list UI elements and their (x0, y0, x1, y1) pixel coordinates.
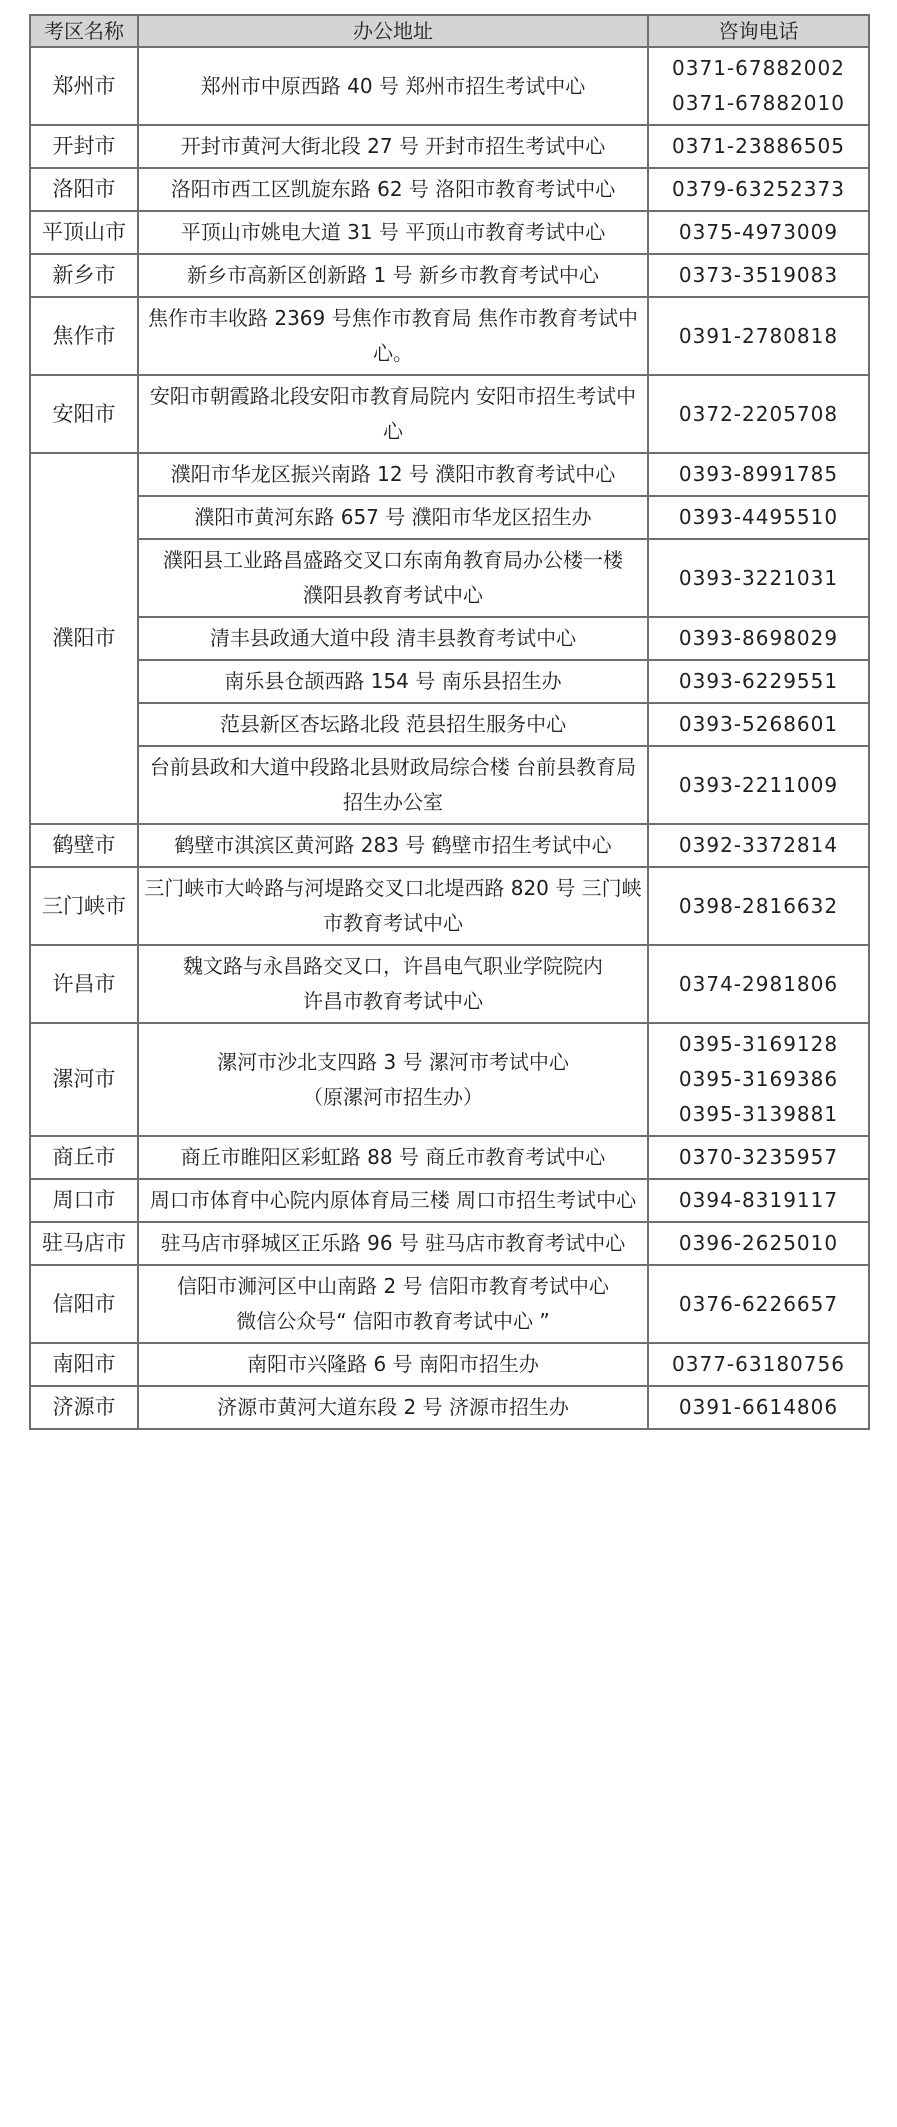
address-cell (138, 617, 648, 660)
table-row (30, 1265, 869, 1343)
phone-cell (648, 1343, 869, 1386)
header-row (30, 15, 869, 47)
table-row (30, 660, 869, 703)
phone-number: 0371-23886505 (672, 134, 845, 158)
address-cell (138, 1179, 648, 1222)
table-row (30, 617, 869, 660)
address-cell (138, 1136, 648, 1179)
header-region: 考区名称 (30, 15, 138, 47)
table-row (30, 211, 869, 254)
address-cell (138, 945, 648, 1023)
address-cell (138, 1265, 648, 1343)
region-cell: 商丘市 (30, 1136, 138, 1179)
header-address: 办公地址 (138, 15, 648, 47)
region-cell: 郑州市 (30, 47, 138, 125)
table-row (30, 375, 869, 453)
address-cell (138, 1386, 648, 1429)
phone-number: 0398-2816632 (678, 893, 839, 918)
phone-number: 0391-6614806 (678, 1395, 839, 1419)
exam-office-contact-table (29, 14, 870, 1430)
phone-cell (648, 945, 869, 1023)
table-row (30, 1386, 869, 1429)
address-line: 鹤壁市淇滨区黄河路 283 号 鹤壁市招生考试中心 (174, 833, 612, 857)
phone-number: 0371-67882002 (672, 56, 845, 80)
phone-cell (648, 1179, 869, 1222)
address-line: 郑州市中原西路 40 号 郑州市招生考试中心 (200, 73, 586, 98)
table-row (30, 824, 869, 867)
phone-number: 0395-3169128 (678, 1032, 839, 1056)
region-cell: 三门峡市 (30, 867, 138, 945)
address-line: 濮阳市华龙区振兴南路 12 号 濮阳市教育考试中心 (170, 462, 616, 486)
table-row (30, 125, 869, 168)
address-cell (138, 867, 648, 945)
phone-number: 0376-6226657 (678, 1291, 839, 1316)
phone-number: 0394-8319117 (678, 1188, 839, 1212)
region-cell: 信阳市 (30, 1265, 138, 1343)
address-line: 范县新区杏坛路北段 范县招生服务中心 (219, 712, 567, 736)
address-cell (138, 47, 648, 125)
table-row (30, 297, 869, 375)
phone-number: 0396-2625010 (678, 1231, 839, 1255)
phone-cell (648, 824, 869, 867)
address-line: （原漯河市招生办） (303, 1084, 483, 1109)
phone-cell (648, 254, 869, 297)
address-line: 周口市体育中心院内原体育局三楼 周口市招生考试中心 (149, 1188, 637, 1212)
table-row (30, 47, 869, 125)
address-cell (138, 125, 648, 168)
region-cell: 周口市 (30, 1179, 138, 1222)
phone-number: 0379-63252373 (672, 177, 845, 201)
region-cell: 驻马店市 (30, 1222, 138, 1265)
address-line: 南乐县仓颉西路 154 号 南乐县招生办 (224, 669, 562, 693)
table-row (30, 703, 869, 746)
address-cell (138, 168, 648, 211)
phone-cell (648, 660, 869, 703)
phone-cell (648, 125, 869, 168)
table-body (30, 47, 869, 1429)
phone-cell (648, 453, 869, 496)
table-row (30, 254, 869, 297)
region-cell: 焦作市 (30, 297, 138, 375)
table-row (30, 746, 869, 824)
address-line: 南阳市兴隆路 6 号 南阳市招生办 (247, 1352, 539, 1376)
address-line: 台前县政和大道中段路北县财政局综合楼 台前县教育局招生办公室 (149, 755, 637, 814)
table-row (30, 945, 869, 1023)
phone-number: 0393-6229551 (678, 669, 839, 693)
table-row (30, 867, 869, 945)
address-cell (138, 211, 648, 254)
phone-number: 0371-67882010 (672, 91, 845, 115)
table-row (30, 1343, 869, 1386)
phone-cell (648, 496, 869, 539)
phone-number: 0393-3221031 (678, 565, 839, 590)
table-row (30, 168, 869, 211)
table-row (30, 1179, 869, 1222)
phone-number: 0375-4973009 (678, 220, 839, 244)
region-cell: 济源市 (30, 1386, 138, 1429)
region-cell: 漯河市 (30, 1023, 138, 1136)
region-cell: 许昌市 (30, 945, 138, 1023)
table-row (30, 496, 869, 539)
phone-number: 0372-2205708 (678, 401, 839, 426)
address-line: 濮阳县工业路昌盛路交叉口东南角教育局办公楼一楼 (163, 548, 623, 572)
phone-number: 0370-3235957 (678, 1145, 839, 1169)
region-cell: 新乡市 (30, 254, 138, 297)
address-line: 驻马店市驿城区正乐路 96 号 驻马店市教育考试中心 (160, 1231, 626, 1255)
phone-cell (648, 375, 869, 453)
address-cell (138, 746, 648, 824)
address-line: 安阳市朝霞路北段安阳市教育局院内 安阳市招生考试中心 (149, 384, 637, 443)
phone-cell (648, 746, 869, 824)
address-line: 微信公众号“ 信阳市教育考试中心 ” (236, 1309, 550, 1333)
phone-number: 0395-3139881 (678, 1102, 839, 1126)
region-cell: 南阳市 (30, 1343, 138, 1386)
address-cell (138, 539, 648, 617)
phone-cell (648, 617, 869, 660)
address-line: 新乡市高新区创新路 1 号 新乡市教育考试中心 (187, 263, 599, 287)
address-line: 许昌市教育考试中心 (303, 989, 483, 1013)
address-line: 漯河市沙北支四路 3 号 漯河市考试中心 (217, 1049, 569, 1074)
table-row (30, 453, 869, 496)
table-header (30, 15, 869, 47)
phone-cell (648, 1023, 869, 1136)
address-line: 三门峡市大岭路与河堤路交叉口北堤西路 820 号 三门峡市教育考试中心 (144, 876, 642, 935)
phone-cell (648, 539, 869, 617)
address-line: 魏文路与永昌路交叉口，许昌电气职业学院院内 (183, 954, 603, 978)
phone-number: 0373-3519083 (678, 263, 839, 287)
phone-number: 0393-2211009 (678, 772, 839, 797)
address-cell (138, 1023, 648, 1136)
address-cell (138, 297, 648, 375)
phone-cell (648, 211, 869, 254)
region-cell: 洛阳市 (30, 168, 138, 211)
region-cell: 安阳市 (30, 375, 138, 453)
phone-number: 0393-5268601 (678, 712, 839, 736)
address-cell (138, 660, 648, 703)
address-line: 清丰县政通大道中段 清丰县教育考试中心 (209, 626, 577, 650)
phone-number: 0374-2981806 (678, 971, 839, 996)
region-cell: 开封市 (30, 125, 138, 168)
address-line: 焦作市丰收路 2369 号焦作市教育局 焦作市教育考试中心。 (148, 306, 638, 365)
phone-cell (648, 867, 869, 945)
address-line: 开封市黄河大街北段 27 号 开封市招生考试中心 (180, 134, 606, 158)
address-cell (138, 496, 648, 539)
phone-number: 0393-8991785 (678, 462, 839, 486)
address-cell (138, 254, 648, 297)
phone-cell (648, 1222, 869, 1265)
phone-cell (648, 703, 869, 746)
phone-number: 0393-8698029 (678, 626, 839, 650)
address-line: 濮阳市黄河东路 657 号 濮阳市华龙区招生办 (194, 505, 592, 529)
phone-number: 0392-3372814 (678, 833, 839, 857)
address-line: 济源市黄河大道东段 2 号 济源市招生办 (217, 1395, 569, 1419)
phone-number: 0393-4495510 (678, 505, 839, 529)
table-row (30, 1136, 869, 1179)
phone-cell (648, 47, 869, 125)
phone-cell (648, 1386, 869, 1429)
phone-number: 0395-3169386 (678, 1067, 839, 1091)
phone-cell (648, 168, 869, 211)
address-line: 濮阳县教育考试中心 (303, 583, 483, 607)
address-line: 商丘市睢阳区彩虹路 88 号 商丘市教育考试中心 (180, 1145, 606, 1169)
header-phone: 咨询电话 (648, 15, 869, 47)
table-row (30, 1222, 869, 1265)
phone-cell (648, 297, 869, 375)
region-cell: 鹤壁市 (30, 824, 138, 867)
region-cell: 濮阳市 (30, 453, 138, 824)
phone-cell (648, 1136, 869, 1179)
region-cell: 平顶山市 (30, 211, 138, 254)
address-cell (138, 453, 648, 496)
address-line: 信阳市浉河区中山南路 2 号 信阳市教育考试中心 (177, 1274, 609, 1298)
address-cell (138, 703, 648, 746)
address-line: 平顶山市姚电大道 31 号 平顶山市教育考试中心 (180, 220, 606, 244)
table-row (30, 1023, 869, 1136)
phone-number: 0377-63180756 (672, 1352, 845, 1376)
table-row (30, 539, 869, 617)
address-cell (138, 1222, 648, 1265)
address-line: 洛阳市西工区凯旋东路 62 号 洛阳市教育考试中心 (170, 177, 616, 201)
address-cell (138, 375, 648, 453)
address-cell (138, 824, 648, 867)
contact-table-wrapper (29, 14, 868, 1430)
address-cell (138, 1343, 648, 1386)
phone-number: 0391-2780818 (678, 323, 839, 348)
phone-cell (648, 1265, 869, 1343)
